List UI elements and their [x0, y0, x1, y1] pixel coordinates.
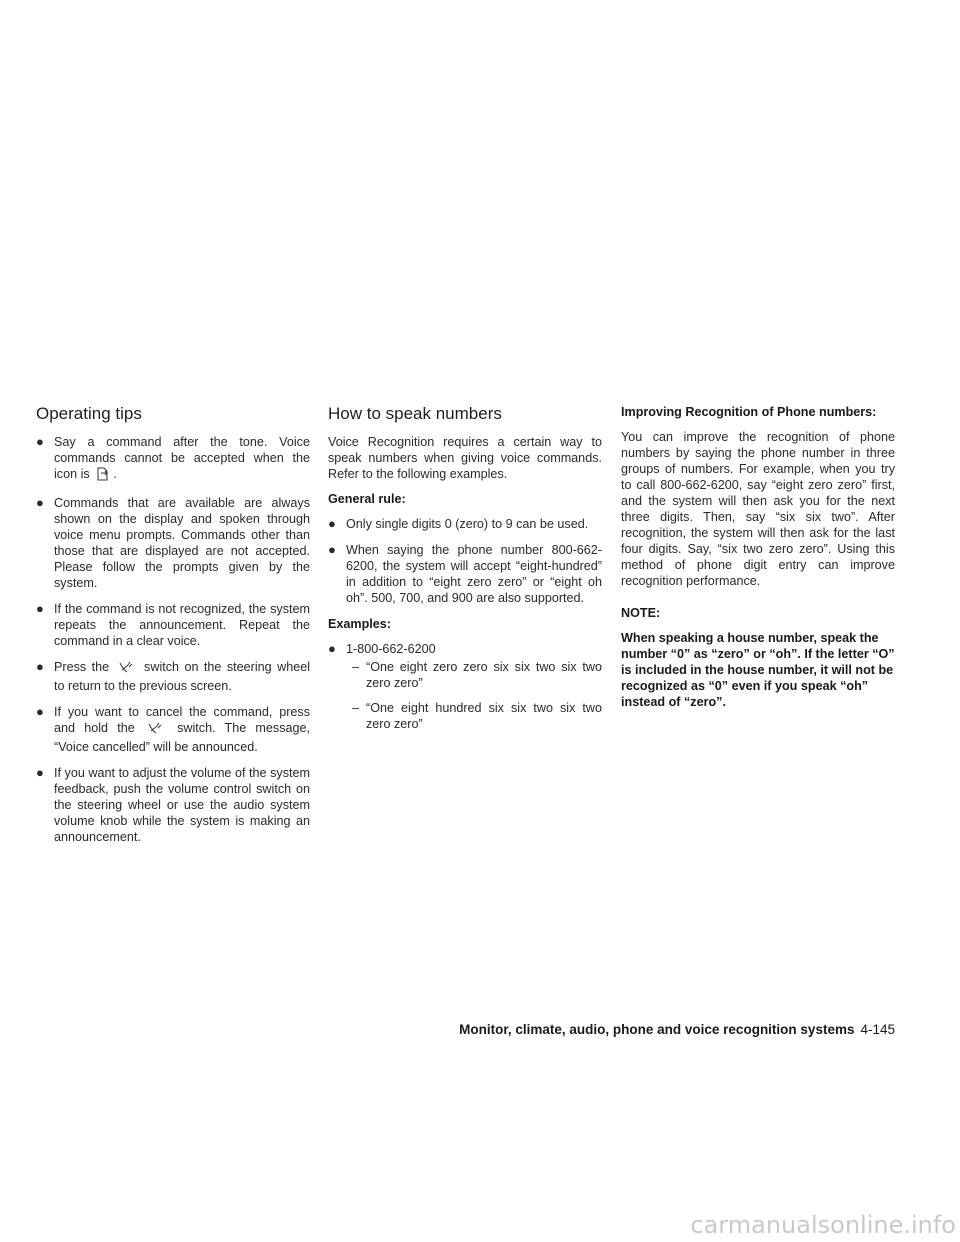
tip-period: .: [113, 467, 117, 481]
list-item: [36, 659, 310, 694]
talk-switch-icon: [147, 721, 165, 739]
bullet-marker: ●: [328, 516, 336, 531]
column-how-to-speak-numbers: [328, 404, 602, 741]
tip-text: If you want to cancel the command, press and hold the: [54, 705, 310, 735]
general-rule-label: General rule:: [328, 492, 406, 506]
bullet-marker: ●: [36, 659, 44, 674]
example-phrase: “One eight hundred six six two six two zero zero”: [366, 701, 602, 731]
heading-operating-tips: Operating tips: [36, 404, 142, 423]
heading-improving-recognition: Improving Recognition of Phone numbers:: [621, 405, 877, 419]
list-item: [36, 704, 310, 755]
list-item: [352, 659, 602, 691]
list-item: [328, 641, 602, 657]
rule-text: When saying the phone number 800-662-6200, the system will accept “eight-hundred” in addition to “eight zero zero” or “eight oh oh”. 500, 700, and 900 are also supported.: [346, 543, 602, 605]
list-item: [328, 542, 602, 606]
bullet-marker: ●: [328, 542, 336, 557]
intro-paragraph: Voice Recognition requires a certain way to speak numbers when giving voice commands. Refer to the following examples.: [328, 435, 602, 481]
tip-text: switch on the steering wheel to return to the previous screen.: [54, 660, 311, 693]
rule-text: Only single digits 0 (zero) to 9 can be used.: [346, 517, 589, 531]
column-improving-recognition: [621, 404, 895, 719]
examples-label: Examples:: [328, 617, 391, 631]
dash-marker: –: [352, 660, 360, 674]
bullet-marker: ●: [36, 601, 44, 616]
tip-text: If you want to adjust the volume of the system feedback, push the volume control switch on the steering wheel or use the audio system volume knob while the system is making an announcement.: [54, 766, 310, 844]
examples-list: [328, 641, 602, 657]
bullet-marker: ●: [36, 495, 44, 510]
operating-tips-list: [36, 434, 310, 845]
heading-how-to-speak-numbers: How to speak numbers: [328, 404, 502, 423]
note-label: NOTE:: [621, 606, 661, 620]
list-item: [352, 700, 602, 732]
tip-text: switch. The message, “Voice cancelled” will be announced.: [54, 721, 311, 754]
tip-text: Say a command after the tone. Voice commands cannot be accepted when the icon is: [54, 435, 310, 481]
column-operating-tips: [36, 404, 310, 855]
watermark: carmanualsonline.info: [690, 1211, 956, 1239]
example-phrases-list: [328, 659, 602, 732]
page-number: 4-145: [860, 1022, 895, 1037]
dash-marker: –: [352, 701, 360, 715]
bullet-marker: ●: [328, 641, 336, 656]
list-item: [36, 434, 310, 485]
bullet-marker: ●: [36, 704, 44, 719]
note-text: When speaking a house number, speak the number “0” as “zero” or “oh”. If the letter “O” is included in the house number, it will not be recognized as “0” even if you speak “oh” instead of “zero”.: [621, 631, 895, 709]
general-rules-list: [328, 516, 602, 606]
example-number: 1-800-662-6200: [346, 642, 436, 656]
tip-text: Press the: [54, 660, 110, 674]
improving-body: You can improve the recognition of phone numbers by saying the phone number in three groups of numbers. For example, when you try to call 800-662-6200, say “eight zero zero” first, and the system will then ask you for the next three digits. Then, say “six six two”. After recognition, the system will then ask for the last four digits. Say, “six two zero zero”. Using this method of phone digit entry can improve recognition performance.: [621, 430, 895, 588]
tip-text: If the command is not recognized, the system repeats the announcement. Repeat the command in a clear voice.: [54, 602, 310, 648]
list-item: [328, 516, 602, 532]
list-item: [36, 765, 310, 845]
section-title: Monitor, climate, audio, phone and voice recognition systems: [459, 1022, 855, 1037]
talk-switch-icon: [118, 660, 136, 678]
list-item: [36, 601, 310, 649]
bullet-marker: ●: [36, 765, 44, 780]
voice-inactive-icon: [96, 467, 110, 485]
list-item: [36, 495, 310, 591]
bullet-marker: ●: [36, 434, 44, 449]
page-footer: [459, 1022, 895, 1037]
tip-text: Commands that are available are always shown on the display and spoken through voice menu prompts. Commands other than those that are displayed are not accepted. Please follow the prompts given by the system.: [54, 496, 310, 590]
example-phrase: “One eight zero zero six six two six two zero zero”: [366, 660, 602, 690]
